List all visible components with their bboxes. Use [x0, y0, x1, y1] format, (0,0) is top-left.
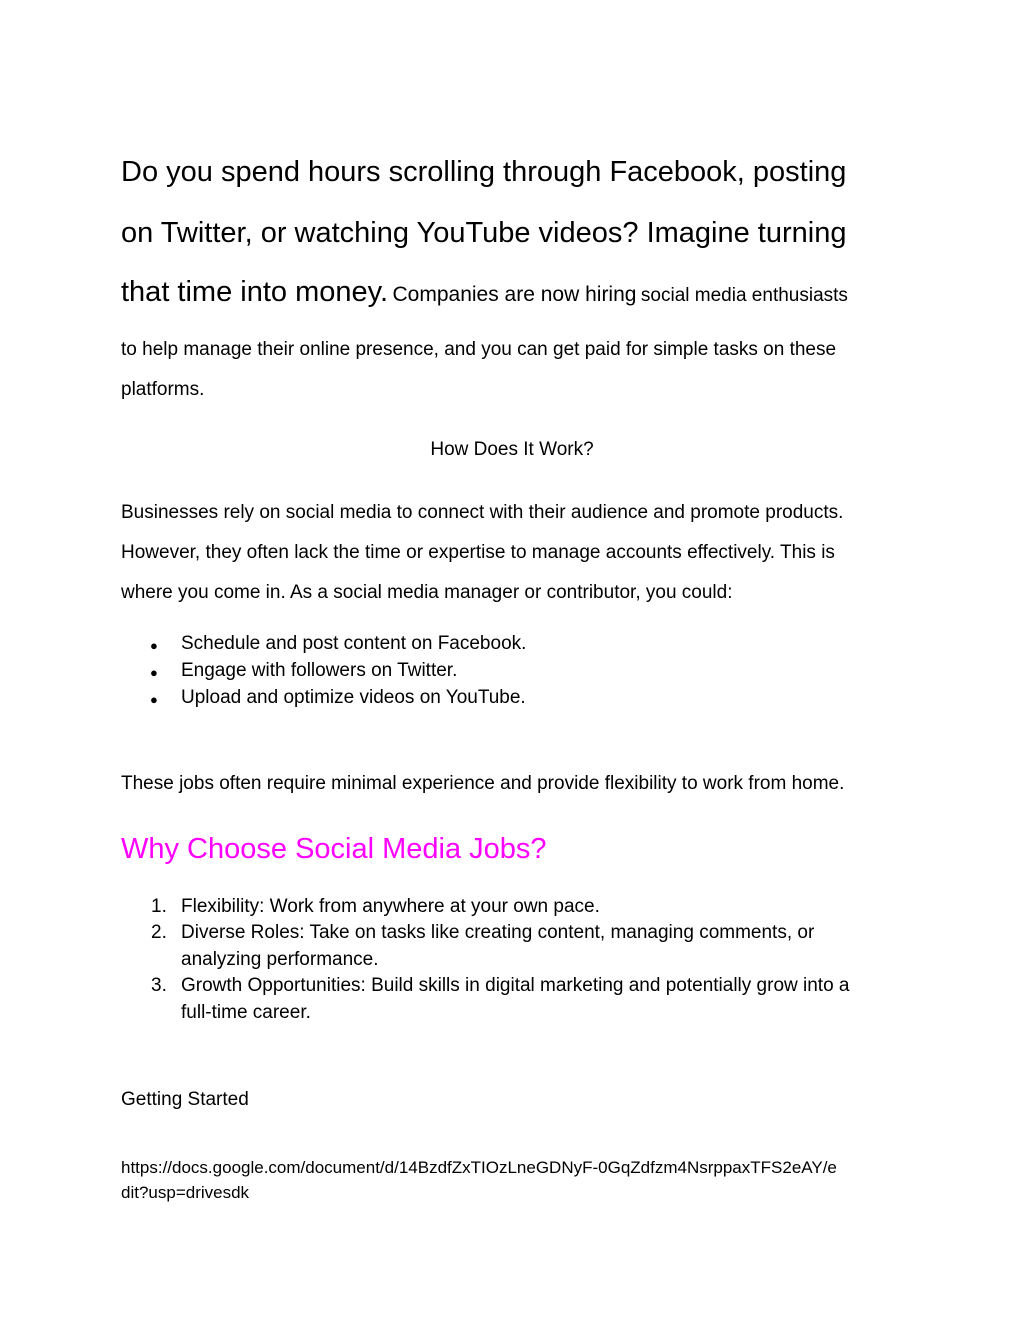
- list-item-continuation: analyzing performance.: [181, 949, 379, 970]
- how-it-works-paragraph-line-3: where you come in. As a social media manager or contributor, you could:: [121, 582, 733, 603]
- how-it-works-paragraph-line-1: Businesses rely on social media to connect with their audience and promote products.: [121, 502, 844, 523]
- intro-line-3: [121, 278, 848, 314]
- closing-paragraph: These jobs often require minimal experience and provide flexibility to work from home.: [121, 773, 845, 794]
- list-number: 2.: [151, 922, 167, 943]
- list-item: Schedule and post content on Facebook.: [181, 633, 527, 654]
- list-number: 1.: [151, 896, 167, 917]
- bullet-marker: ●: [150, 638, 158, 653]
- intro-line-4: to help manage their online presence, and you can get paid for simple tasks on these: [121, 339, 837, 360]
- list-item: Flexibility: Work from anywhere at your own pace.: [181, 896, 600, 917]
- list-item-continuation: full-time career.: [181, 1002, 311, 1023]
- intro-line-5: platforms.: [121, 379, 205, 400]
- why-choose-heading: Why Choose Social Media Jobs?: [121, 833, 547, 865]
- intro-line-3-small: social media enthusiasts: [640, 285, 848, 306]
- intro-line-2: on Twitter, or watching YouTube videos? Imagine turning: [121, 217, 847, 249]
- list-item: Diverse Roles: Take on tasks like creating content, managing comments, or: [181, 922, 815, 943]
- getting-started-heading: Getting Started: [121, 1089, 249, 1110]
- intro-line-3-medium: Companies are now hiring: [392, 283, 637, 306]
- document-link-line-1[interactable]: https://docs.google.com/document/d/14BzdfZxTIOzLneGDNyF-0GqZdfzm4NsrppaxTFS2eAY/e: [121, 1158, 837, 1177]
- how-it-works-heading: How Does It Work?: [430, 439, 594, 460]
- bullet-marker: ●: [150, 665, 158, 680]
- list-item: Upload and optimize videos on YouTube.: [181, 687, 526, 708]
- how-it-works-paragraph-line-2: However, they often lack the time or expertise to manage accounts effectively. This is: [121, 542, 835, 563]
- list-item: Engage with followers on Twitter.: [181, 660, 458, 681]
- document-link-line-2[interactable]: dit?usp=drivesdk: [121, 1183, 250, 1202]
- intro-line-1: Do you spend hours scrolling through Facebook, posting: [121, 156, 847, 188]
- bullet-marker: ●: [150, 692, 158, 707]
- list-number: 3.: [151, 975, 167, 996]
- intro-line-3-large: that time into money.: [121, 276, 389, 308]
- list-item: Growth Opportunities: Build skills in digital marketing and potentially grow into a: [181, 975, 850, 996]
